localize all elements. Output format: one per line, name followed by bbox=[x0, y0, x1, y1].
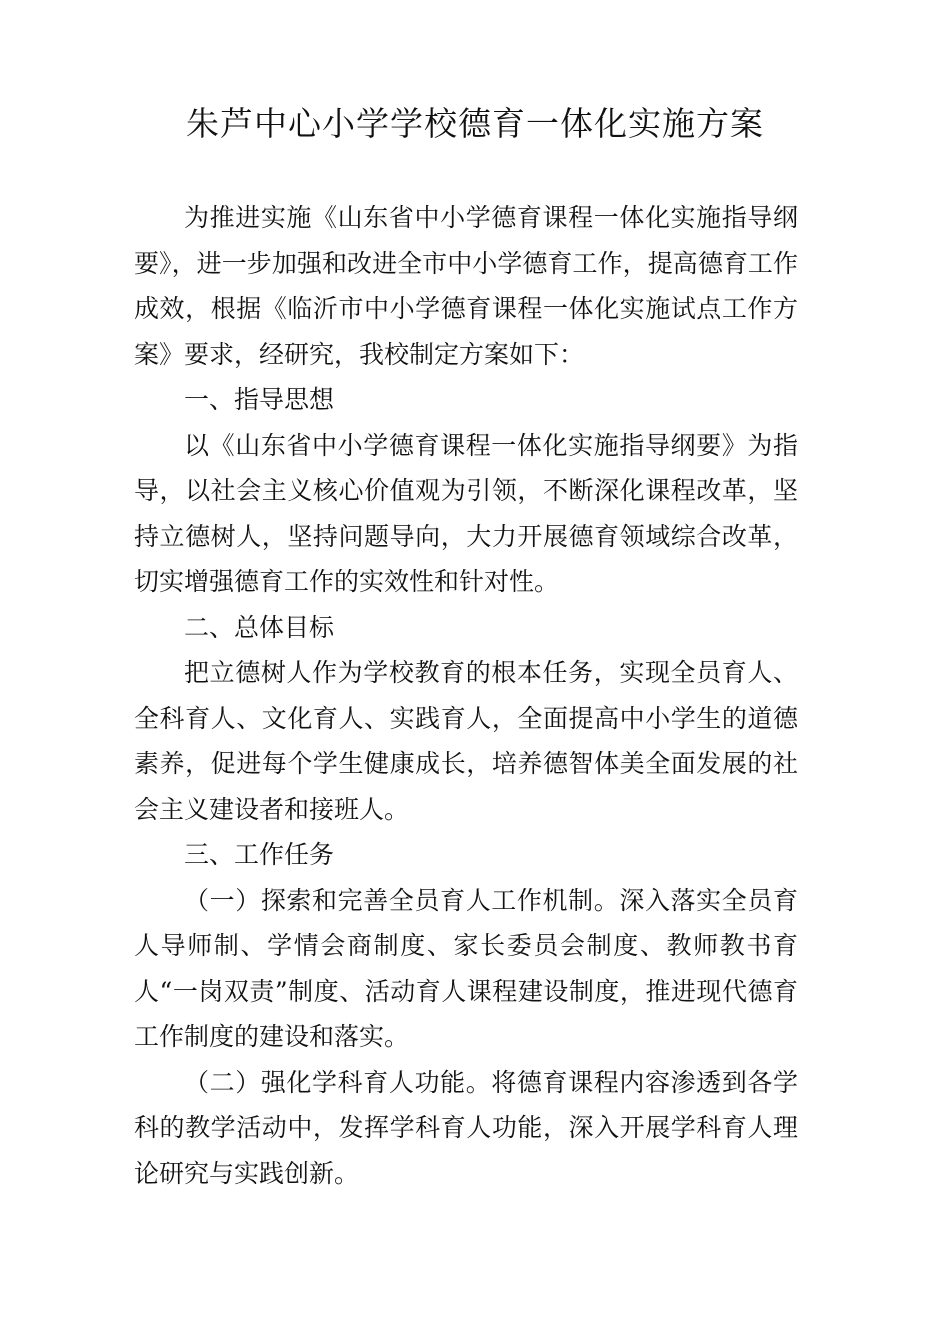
work-task-1-paragraph: （一）探索和完善全员育人工作机制。深入落实全员育人导师制、学情会商制度、家长委员会制度、教师教书育人“一岗双责”制度、活动育人课程建设制度，推进现代德育工作制度的建设和落实。 bbox=[134, 885, 798, 1051]
work-task-2-paragraph: （二）强化学科育人功能。将德育课程内容渗透到各学科的教学活动中，发挥学科育人功能，深入开展学科育人理论研究与实践创新。 bbox=[134, 1067, 798, 1188]
section-heading-overall-goal: 二、总体目标 bbox=[184, 612, 335, 642]
overall-goal-paragraph: 把立德树人作为学校教育的根本任务，实现全员育人、全科育人、文化育人、实践育人，全面提高中小学生的道德素养，促进每个学生健康成长，培养德智体美全面发展的社会主义建设者和接班人。 bbox=[134, 658, 798, 824]
intro-paragraph: 为推进实施《山东省中小学德育课程一体化实施指导纲要》，进一步加强和改进全市中小学德育工作，提高德育工作成效，根据《临沂市中小学德育课程一体化实施试点工作方案》要求，经研究，我校制定方案如下： bbox=[134, 203, 798, 369]
guiding-ideology-paragraph: 以《山东省中小学德育课程一体化实施指导纲要》为指导，以社会主义核心价值观为引领，不断深化课程改革，坚持立德树人，坚持问题导向，大力开展德育领域综合改革，切实增强德育工作的实效性和针对性。 bbox=[134, 430, 798, 596]
section-heading-work-tasks: 三、工作任务 bbox=[184, 840, 335, 869]
document-body bbox=[134, 195, 798, 1196]
document-title: 朱芦中心小学学校德育一体化实施方案 bbox=[186, 104, 764, 143]
section-heading-guiding-ideology: 一、指导思想 bbox=[184, 385, 335, 414]
